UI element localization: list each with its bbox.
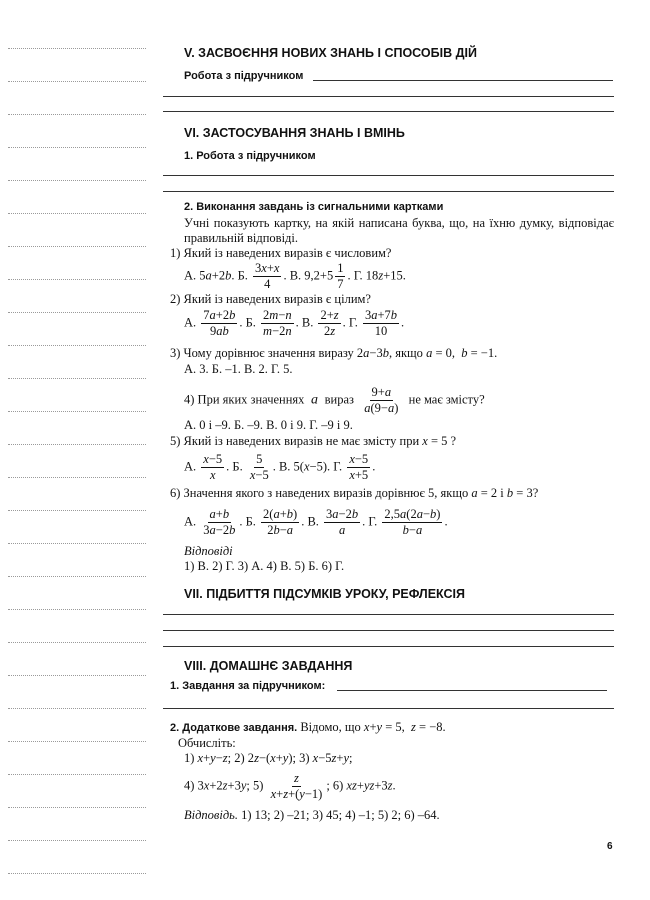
page-number: 6 bbox=[607, 841, 613, 852]
homework-answers-text: 1) 13; 2) –21; 3) 45; 4) –1; 5) 2; 6) –64. bbox=[241, 808, 440, 822]
question-6-options: А. $\frac{a+b}{3a-2b}$ . Б. $\frac{2(a+b)}{2b-a}$ . В. $\frac{3a-2b}{a}$ . Г. $\frac{2,5a(2a-b)}{b-a}$ . bbox=[184, 507, 448, 537]
question-6-and: і bbox=[500, 486, 504, 500]
margin-note-line bbox=[8, 48, 146, 49]
margin-note-line bbox=[8, 411, 146, 412]
homework-answers-label: Відповідь. bbox=[184, 808, 238, 822]
question-5-options: А. $\frac{x-5}{x}$ . Б. $\frac{5}{x-5}$ . В. 5(x−5). Г. $\frac{x-5}{x+5}$ . bbox=[184, 452, 376, 482]
section-viii-item2-label: 2. Додаткове завдання. bbox=[170, 722, 298, 734]
margin-note-line bbox=[8, 675, 146, 676]
margin-note-line bbox=[8, 543, 146, 544]
margin-note-line bbox=[8, 873, 146, 874]
margin-note-line bbox=[8, 708, 146, 709]
question-4-expr-label: вираз bbox=[324, 392, 354, 407]
margin-note-line bbox=[8, 840, 146, 841]
margin-note-line bbox=[8, 741, 146, 742]
margin-note-line bbox=[8, 279, 146, 280]
margin-note-line bbox=[8, 81, 146, 82]
margin-notes-column bbox=[0, 0, 147, 900]
section-vii-title: VII. ПІДБИТТЯ ПІДСУМКІВ УРОКУ, РЕФЛЕКСІЯ bbox=[184, 587, 465, 601]
margin-note-line bbox=[8, 345, 146, 346]
section-vi-item2: 2. Виконання завдань із сигнальними картками bbox=[184, 201, 444, 213]
question-1: 1) Який із наведених виразів є числовим? bbox=[170, 246, 392, 260]
question-4-tail: не має змісту? bbox=[408, 392, 485, 407]
question-3: 3) Чому дорівнює значення виразу 2a−3b, якщо a = 0, b = −1. bbox=[170, 346, 498, 360]
margin-note-line bbox=[8, 246, 146, 247]
answer-line bbox=[163, 646, 614, 647]
margin-note-line bbox=[8, 378, 146, 379]
question-6-text: 6) Значення якого з наведених виразів дорівнює 5, якщо bbox=[170, 486, 469, 500]
homework-expressions-1: 1) x+y−z; 2) 2z−(x+y); 3) x−5z+y; bbox=[184, 751, 353, 765]
question-5: 5) Який із наведених виразів не має змісту при x = 5 ? bbox=[170, 434, 457, 448]
margin-note-line bbox=[8, 147, 146, 148]
question-3-text: 3) Чому дорівнює значення виразу bbox=[170, 346, 354, 360]
margin-note-line bbox=[8, 213, 146, 214]
answer-line bbox=[163, 191, 614, 192]
margin-note-line bbox=[8, 180, 146, 181]
margin-note-line bbox=[8, 444, 146, 445]
answer-line bbox=[163, 614, 614, 615]
question-1-options: А. 5a+2b. Б. $\frac{3x+x}{4}$ . В. 9,2+5 $\frac{1}{7}$ . Г. 18z+15. bbox=[184, 261, 406, 291]
margin-note-line bbox=[8, 807, 146, 808]
margin-note-line bbox=[8, 774, 146, 775]
answer-line bbox=[313, 80, 613, 81]
margin-note-line bbox=[8, 510, 146, 511]
question-3-options: А. 3. Б. –1. В. 2. Г. 5. bbox=[184, 362, 293, 376]
answer-line bbox=[163, 175, 614, 176]
answer-line bbox=[163, 630, 614, 631]
section-viii-item1: 1. Завдання за підручником: bbox=[170, 680, 326, 692]
section-viii-known: Відомо, що bbox=[300, 720, 361, 734]
margin-note-line bbox=[8, 477, 146, 478]
question-3-if: якщо bbox=[395, 346, 423, 360]
section-viii-title: VIII. ДОМАШНЄ ЗАВДАННЯ bbox=[184, 659, 353, 673]
margin-note-line bbox=[8, 609, 146, 610]
margin-note-line bbox=[8, 114, 146, 115]
margin-note-line bbox=[8, 576, 146, 577]
question-5-text: 5) Який із наведених виразів не має змісту при bbox=[170, 434, 420, 448]
answer-line bbox=[163, 111, 614, 112]
answer-line bbox=[337, 690, 607, 691]
margin-note-line bbox=[8, 642, 146, 643]
homework-answers bbox=[184, 808, 440, 823]
question-4-text: 4) При яких значеннях bbox=[184, 392, 305, 407]
margin-note-line bbox=[8, 312, 146, 313]
section-v-textbook-label: Робота з підручником bbox=[184, 70, 304, 82]
section-vi-title: VI. ЗАСТОСУВАННЯ ЗНАНЬ І ВМІНЬ bbox=[184, 126, 405, 140]
answers-label: Відповіді bbox=[184, 544, 233, 558]
question-6: 6) Значення якого з наведених виразів дорівнює 5, якщо a = 2 і b = 3? bbox=[170, 486, 539, 500]
section-vi-item1: 1. Робота з підручником bbox=[184, 150, 316, 162]
section-viii-compute: Обчисліть: bbox=[178, 736, 236, 750]
answer-line bbox=[163, 708, 614, 709]
section-v-title: V. ЗАСВОЄННЯ НОВИХ ЗНАНЬ І СПОСОБІВ ДІЙ bbox=[184, 46, 477, 60]
question-2-options: А. $\frac{7a+2b}{9ab}$ . Б. $\frac{2m-n}{m-2n}$ . В. $\frac{2+z}{2z}$ . Г. $\frac{3a+7b}{10}$ . bbox=[184, 308, 405, 338]
homework-expressions-2: 4) 3x+2z+3y; 5) $\frac{z}{x+z+(y-1)}$ ; 6) xz+yz+3z. bbox=[184, 771, 396, 801]
question-4: 4) При яких значеннях a вираз $\frac{9+a}{a(9-a)}$ не має змісту? bbox=[184, 385, 485, 415]
section-viii-item2: 2. Додаткове завдання. Відомо, що x+y = 5, z = −8. bbox=[170, 720, 446, 734]
answers-text: 1) В. 2) Г. 3) А. 4) В. 5) Б. 6) Г. bbox=[184, 559, 345, 573]
section-vi-intro: Учні показують картку, на якій написана буква, що, на їхню думку, відповідає правильній відповіді. bbox=[184, 216, 614, 245]
answer-line bbox=[163, 96, 614, 97]
question-2: 2) Який із наведених виразів є цілим? bbox=[170, 292, 371, 306]
question-4-options: А. 0 і –9. Б. –9. В. 0 і 9. Г. –9 і 9. bbox=[184, 418, 353, 432]
